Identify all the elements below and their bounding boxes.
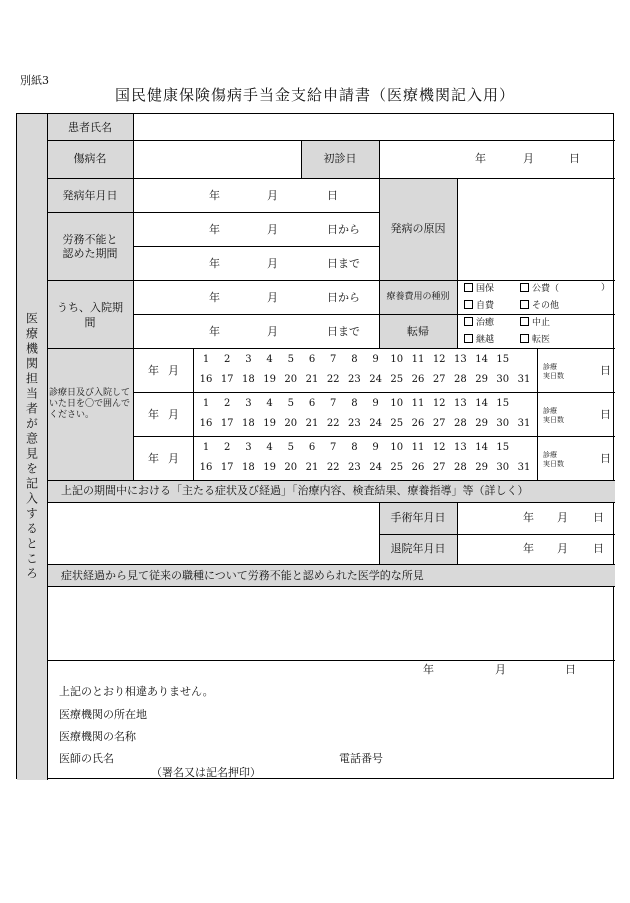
calendar-day[interactable]: 1 [202,442,210,453]
calendar-day[interactable]: 22 [326,374,340,385]
unfit-until-month-unit: 月 [267,257,278,270]
checkbox-icon [464,283,473,292]
calendar-day[interactable]: 12 [432,354,446,365]
calendar-day[interactable]: 25 [390,418,404,429]
hospital-from-day-unit: 日から [327,291,360,304]
consult-days-unit: 日 [600,364,611,377]
calendar-day[interactable]: 28 [454,462,467,473]
calendar-day[interactable]: 14 [475,442,488,453]
calendar-day[interactable]: 19 [263,374,276,385]
calendar-day[interactable]: 13 [454,442,467,453]
calendar-day[interactable]: 27 [432,374,446,385]
calendar-day[interactable]: 28 [454,374,467,385]
calendar-day[interactable]: 19 [263,462,276,473]
calendar-day[interactable]: 6 [308,354,316,365]
calendar-day[interactable]: 12 [432,398,446,409]
calendar-day[interactable]: 13 [454,354,467,365]
facility-address-label: 医療機関の所在地 [59,708,147,721]
calendar-day[interactable]: 7 [330,354,337,365]
calendar-day[interactable]: 18 [242,418,255,429]
calendar-day[interactable]: 22 [326,418,340,429]
calendar-day[interactable]: 29 [475,462,488,473]
consult-days-label-line2: 実日数 [543,416,564,424]
opinion-header: 症状経過から見て従来の職種について労務不能と認められた医学的な所見 [61,569,424,582]
consult-days-label-line2: 実日数 [543,372,564,380]
calendar-day[interactable]: 21 [305,462,319,473]
consult-days-label-line1: 診療 [543,407,557,415]
calendar-month-unit: 月 [168,364,179,377]
calendar-day[interactable]: 3 [245,398,252,409]
calendar-day[interactable]: 19 [263,418,276,429]
calendar-day[interactable]: 16 [199,374,213,385]
disease-label: 傷病名 [73,152,107,165]
calendar-day[interactable]: 10 [390,354,404,365]
hospital-period-label-line1: うち、入院期 [57,301,123,314]
hospital-until-year-unit: 年 [209,325,220,338]
calendar-day[interactable]: 20 [284,374,298,385]
discharge-day-unit: 日 [593,542,604,555]
hospital-period-label-cell [47,280,133,348]
calendar-day[interactable]: 21 [305,418,319,429]
unfit-from-year-unit: 年 [209,223,220,236]
doctor-name-label: 医師の氏名 [59,752,114,765]
consult-days-unit: 日 [600,408,611,421]
cost-option-kohi-close: ） [601,283,611,293]
first-visit-day-unit: 日 [569,152,580,165]
phone-label: 電話番号 [339,752,383,765]
calendar-day[interactable]: 4 [266,398,273,409]
cost-type-label: 療養費用の種別 [386,292,450,302]
calendar-day[interactable]: 11 [411,442,425,453]
outcome-option-cured[interactable]: 治癒 [464,317,494,329]
cost-option-jihi[interactable]: 自費 [464,300,494,312]
unfit-from-month-unit: 月 [267,223,278,236]
calendar-day[interactable]: 15 [496,442,510,453]
calendar-day[interactable]: 16 [199,418,213,429]
calendar-day[interactable]: 22 [326,462,340,473]
calendar-day[interactable]: 10 [390,398,404,409]
calendar-day[interactable]: 27 [432,462,446,473]
calendar-day[interactable]: 6 [308,442,316,453]
surgery-month-unit: 月 [557,511,568,524]
cost-option-kokuho[interactable]: 国保 [464,283,494,295]
calendar-day[interactable]: 18 [242,462,255,473]
unfit-from-day-unit: 日から [327,223,360,236]
outcome-label: 転帰 [407,325,429,338]
checkbox-icon [520,317,529,326]
calendar-day[interactable]: 31 [517,462,531,473]
certify-text: 上記のとおり相違ありません。 [59,685,214,698]
calendar-year-unit: 年 [148,364,159,377]
checkbox-icon [520,334,529,343]
first-visit-label: 初診日 [323,152,357,165]
calendar-day[interactable]: 9 [372,398,379,409]
outcome-option-continuing[interactable]: 継越 [464,334,494,346]
calendar-day[interactable]: 2 [224,398,231,409]
consult-days-label-line1: 診療 [543,451,557,459]
calendar-day[interactable]: 26 [411,462,425,473]
calendar-year-unit: 年 [148,408,159,421]
unfit-until-year-unit: 年 [209,257,220,270]
calendar-instructions: 診療日及び入院していた日を〇で囲んでください。 [49,388,131,420]
surgery-day-unit: 日 [593,511,604,524]
calendar-day[interactable]: 10 [390,442,404,453]
surgery-year-unit: 年 [523,511,534,524]
checkbox-icon [520,283,529,292]
calendar-day[interactable]: 24 [369,418,382,429]
calendar-day[interactable]: 17 [220,374,234,385]
calendar-day[interactable]: 21 [305,374,319,385]
unfit-period-label-line1: 労務不能と [62,233,118,246]
calendar-day[interactable]: 30 [496,462,510,473]
hospital-until-day-unit: 日まで [327,325,360,338]
calendar-day[interactable]: 30 [496,374,510,385]
calendar-day[interactable]: 27 [432,418,446,429]
calendar-day[interactable]: 9 [372,354,379,365]
calendar-day[interactable]: 5 [287,442,294,453]
calendar-day[interactable]: 13 [454,398,467,409]
calendar-day[interactable]: 7 [330,398,337,409]
calendar-day[interactable]: 9 [372,442,379,453]
calendar-day[interactable]: 24 [369,374,382,385]
onset-day-unit: 日 [327,189,338,202]
calendar-month-unit: 月 [168,408,179,421]
calendar-day[interactable]: 12 [432,442,446,453]
cost-option-other[interactable]: その他 [520,300,559,312]
calendar-day[interactable]: 5 [287,398,294,409]
medical-institution-form [16,113,614,779]
first-visit-month-unit: 月 [523,152,534,165]
calendar-day[interactable]: 23 [348,462,361,473]
calendar-day[interactable]: 14 [475,354,488,365]
hospital-period-label-line2: 間 [84,316,96,329]
calendar-year-unit: 年 [148,452,159,465]
calendar-day[interactable]: 18 [242,374,255,385]
sidebar-label: 医療機関担当者が意見を記入するところ [24,312,39,582]
calendar-day[interactable]: 15 [496,354,510,365]
calendar-day[interactable]: 4 [266,442,273,453]
facility-name-label: 医療機関の名称 [59,730,136,743]
sign-year-unit: 年 [423,663,434,676]
outcome-option-stopped[interactable]: 中止 [520,317,550,329]
calendar-day[interactable]: 4 [266,354,273,365]
unfit-until-day-unit: 日まで [327,257,360,270]
calendar-day[interactable]: 31 [517,418,531,429]
calendar-day[interactable]: 20 [284,418,298,429]
cost-option-kohi[interactable]: 公費（ [520,283,559,295]
checkbox-icon [464,334,473,343]
calendar-day[interactable]: 29 [475,374,488,385]
calendar-day[interactable]: 11 [411,398,425,409]
calendar-day[interactable]: 8 [351,354,358,365]
calendar-day[interactable]: 28 [454,418,467,429]
calendar-day[interactable]: 20 [284,462,298,473]
sign-month-unit: 月 [495,663,506,676]
onset-date-label: 発病年月日 [62,189,118,202]
outcome-option-transfer[interactable]: 転医 [520,334,550,346]
calendar-day[interactable]: 23 [348,374,361,385]
calendar-day[interactable]: 1 [202,398,210,409]
unfit-period-label-line2: 認めた期間 [62,247,118,260]
calendar-day[interactable]: 8 [351,442,358,453]
calendar-day[interactable]: 17 [220,418,234,429]
consult-days-label-line2: 実日数 [543,460,564,468]
discharge-year-unit: 年 [523,542,534,555]
hospital-until-month-unit: 月 [267,325,278,338]
hospital-from-year-unit: 年 [209,291,220,304]
calendar-day[interactable]: 14 [475,398,488,409]
calendar-day[interactable]: 25 [390,462,404,473]
calendar-day[interactable]: 17 [220,462,234,473]
calendar-day[interactable]: 7 [330,442,337,453]
discharge-date-label: 退院年月日 [390,542,446,555]
discharge-month-unit: 月 [557,542,568,555]
calendar-day[interactable]: 24 [369,462,382,473]
consult-days-label-line1: 診療 [543,363,557,371]
calendar-day[interactable]: 2 [224,354,231,365]
calendar-day[interactable]: 30 [496,418,510,429]
calendar-day[interactable]: 8 [351,398,358,409]
checkbox-icon [464,317,473,326]
first-visit-year-unit: 年 [475,152,486,165]
calendar-day[interactable]: 5 [287,354,294,365]
calendar-day[interactable]: 16 [199,462,213,473]
calendar-day[interactable]: 31 [517,374,531,385]
hospital-from-month-unit: 月 [267,291,278,304]
calendar-day[interactable]: 26 [411,418,425,429]
sign-day-unit: 日 [565,663,576,676]
onset-month-unit: 月 [267,189,278,202]
document-number-label: 別紙3 [20,74,49,87]
calendar-day[interactable]: 15 [496,398,510,409]
symptoms-header: 上記の期間中における「主たる症状及び経過」「治療内容、検査結果、療養指導」等（詳しく） [61,484,529,497]
patient-name-label: 患者氏名 [68,121,112,134]
calendar-day[interactable]: 1 [202,354,210,365]
calendar-month-unit: 月 [168,452,179,465]
document-title: 国民健康保険傷病手当金支給申請書（医療機関記入用） [114,86,515,104]
calendar-day[interactable]: 3 [245,354,252,365]
calendar-day[interactable]: 25 [390,374,404,385]
consult-days-unit: 日 [600,452,611,465]
onset-year-unit: 年 [209,189,220,202]
calendar-day[interactable]: 11 [411,354,425,365]
unfit-period-label-cell [47,212,133,280]
onset-cause-label: 発病の原因 [390,222,446,235]
calendar-day[interactable]: 26 [411,374,425,385]
calendar-day[interactable]: 29 [475,418,488,429]
calendar-day[interactable]: 3 [245,442,252,453]
calendar-day[interactable]: 23 [348,418,361,429]
checkbox-icon [520,300,529,309]
signature-note: （署名又は記名押印） [151,766,261,779]
calendar-day[interactable]: 6 [308,398,316,409]
calendar-day[interactable]: 2 [224,442,231,453]
checkbox-icon [464,300,473,309]
surgery-date-label: 手術年月日 [390,511,446,524]
